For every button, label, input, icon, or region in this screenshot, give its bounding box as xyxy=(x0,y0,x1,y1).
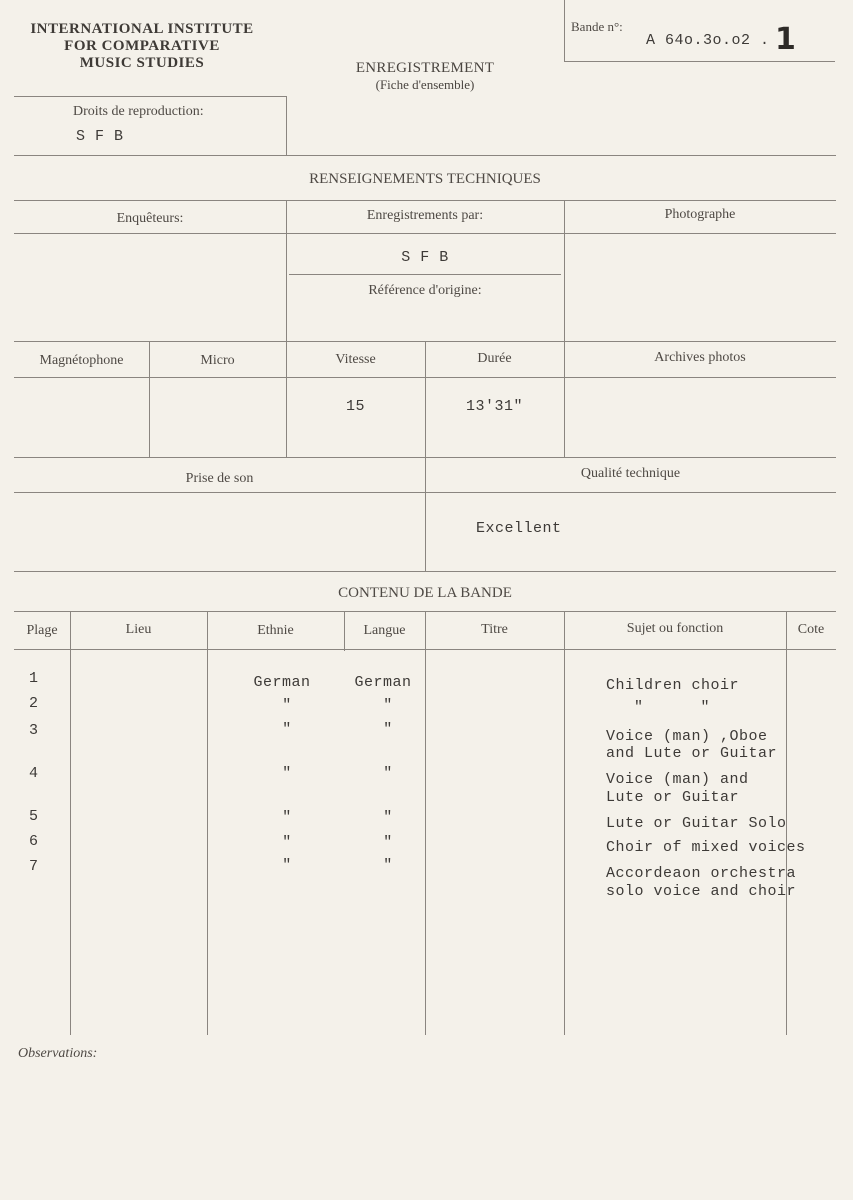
sujet-line: Children choir xyxy=(606,677,740,694)
sujet-line: Lute or Guitar Solo xyxy=(606,815,787,832)
langue-cell: " xyxy=(383,834,393,851)
magnetophone-label: Magnétophone xyxy=(39,353,124,368)
photographe-label: Photographe xyxy=(664,207,736,222)
reference-rule xyxy=(289,274,561,275)
content-divider-3 xyxy=(344,611,345,651)
enregistrements-value: S F B xyxy=(401,249,449,266)
langue-cell: " xyxy=(383,809,393,826)
bande-number: A 64o.3o.o2 . xyxy=(646,32,770,49)
ethnie-cell: " xyxy=(282,697,292,714)
sujet-line: Choir of mixed voices xyxy=(606,839,806,856)
rights-bottom-rule xyxy=(14,155,836,156)
ethnie-cell: German xyxy=(253,674,311,691)
content-divider-5 xyxy=(564,611,565,1035)
sujet-line: " " xyxy=(634,699,711,716)
tech-divider-1 xyxy=(286,200,287,341)
ethnie-cell: " xyxy=(282,834,292,851)
institute-line-1: INTERNATIONAL INSTITUTE xyxy=(30,21,254,37)
bande-box-left-border xyxy=(564,0,565,61)
bande-box-bottom-border xyxy=(564,61,835,62)
institute-line-2: FOR COMPARATIVE xyxy=(64,38,220,54)
form-subtitle: (Fiche d'ensemble) xyxy=(375,77,475,92)
qualite-value: Excellent xyxy=(476,520,562,537)
duree-label: Durée xyxy=(477,351,512,366)
equipment-divider-4 xyxy=(564,341,565,457)
institute-line-3: MUSIC STUDIES xyxy=(79,55,205,71)
rights-value: S F B xyxy=(76,128,124,145)
langue-cell: " xyxy=(383,697,393,714)
tech-section-title: RENSEIGNEMENTS TECHNIQUES xyxy=(309,171,541,187)
ethnie-cell: " xyxy=(282,809,292,826)
bande-label: Bande n°: xyxy=(571,19,623,34)
col-header-cote: Cote xyxy=(797,622,825,637)
institute-name xyxy=(8,21,276,72)
vitesse-value: 15 xyxy=(345,398,365,415)
sujet-line: Lute or Guitar xyxy=(606,789,740,806)
reference-label: Référence d'origine: xyxy=(368,283,482,298)
ethnie-cell: " xyxy=(282,721,292,738)
enregistrements-label: Enregistrements par: xyxy=(366,208,484,223)
equipment-divider-1 xyxy=(149,341,150,457)
ethnie-cell: " xyxy=(282,765,292,782)
col-header-lieu: Lieu xyxy=(125,622,152,637)
plage-number: 6 xyxy=(29,833,39,850)
micro-label: Micro xyxy=(200,353,235,368)
vitesse-label: Vitesse xyxy=(335,352,376,367)
plage-number: 2 xyxy=(29,695,39,712)
langue-cell: " xyxy=(383,765,393,782)
bande-handwritten-digit: 1 xyxy=(775,22,796,57)
ethnie-cell: " xyxy=(282,857,292,874)
qualite-technique-label: Qualité technique xyxy=(580,466,681,481)
sujet-line: Voice (man) ,Oboe xyxy=(606,728,768,745)
col-header-plage: Plage xyxy=(26,623,58,638)
sujet-line: and Lute or Guitar xyxy=(606,745,778,762)
rights-label: Droits de reproduction: xyxy=(73,104,204,119)
langue-cell: " xyxy=(383,857,393,874)
tech-header-rule xyxy=(14,233,836,234)
plage-number: 3 xyxy=(29,722,39,739)
sujet-line: Accordeaon orchestra xyxy=(606,865,797,882)
content-divider-1 xyxy=(70,611,71,1035)
rights-top-rule xyxy=(14,96,286,97)
col-header-langue: Langue xyxy=(363,623,406,638)
quality-bottom-rule xyxy=(14,571,836,572)
col-header-sujet: Sujet ou fonction xyxy=(626,621,724,636)
tech-divider-2 xyxy=(564,200,565,341)
content-section-title: CONTENU DE LA BANDE xyxy=(338,585,512,601)
prise-de-son-label: Prise de son xyxy=(185,471,254,486)
plage-number: 1 xyxy=(29,670,39,687)
langue-cell: German xyxy=(354,674,412,691)
form-title-block xyxy=(325,60,525,93)
plage-number: 5 xyxy=(29,808,39,825)
duree-value: 13'31" xyxy=(465,398,523,415)
observations-label: Observations: xyxy=(18,1046,98,1061)
sujet-line: solo voice and choir xyxy=(606,883,797,900)
archives-photos-label: Archives photos xyxy=(654,350,746,365)
sujet-line: Voice (man) and xyxy=(606,771,749,788)
col-header-ethnie: Ethnie xyxy=(257,623,294,638)
plage-number: 7 xyxy=(29,858,39,875)
tech-top-rule xyxy=(14,200,836,201)
form-title: ENREGISTREMENT xyxy=(355,60,495,76)
col-header-titre: Titre xyxy=(481,622,508,637)
langue-cell: " xyxy=(383,721,393,738)
rights-right-border xyxy=(286,96,287,156)
plage-number: 4 xyxy=(29,765,39,782)
enqueteurs-label: Enquêteurs: xyxy=(116,211,184,226)
quality-divider xyxy=(425,457,426,571)
